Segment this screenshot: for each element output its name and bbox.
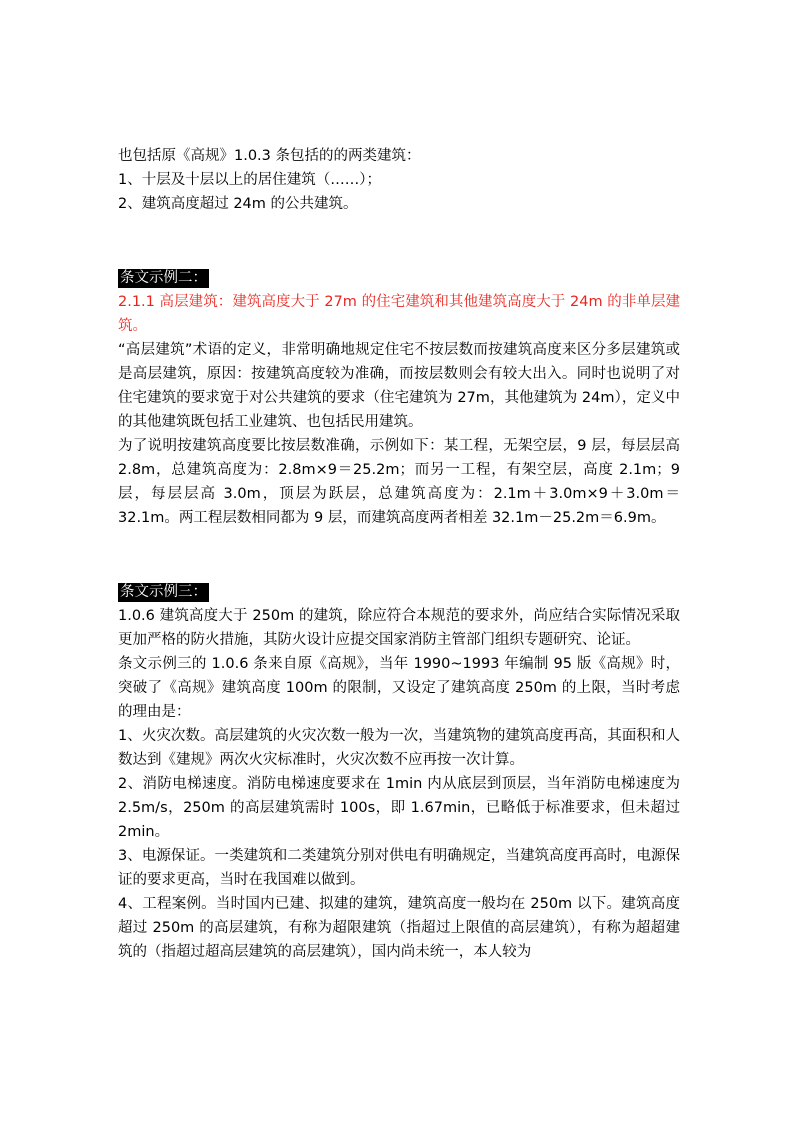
example3-list-item: 4、工程案例。当时国内已建、拟建的建筑，建筑高度一般均在 250m 以下。建筑高度超过 250m 的高层建筑，有称为超限建筑（指超过上限值的高层建筑），有称为超超建筑的（指超过超高层建筑的高层建筑），国内尚未统一，本人较为: [118, 896, 680, 960]
example2-label: 条文示例二：: [120, 270, 207, 286]
example3-label: 条文示例三：: [120, 584, 207, 600]
example2-section: [118, 266, 680, 290]
example3-clause: 1.0.6 建筑高度大于 250m 的建筑，除应符合本规范的要求外，尚应结合实际情况采取更加严格的防火措施，其防火设计应提交国家消防主管部门组织专题研究、论证。: [118, 608, 680, 648]
example3-paragraph: 条文示例三的 1.0.6 条来自原《高规》，当年 1990~1993 年编制 95 版《高规》时，突破了《高规》建筑高度 100m 的限制，又设定了建筑高度 250m 的上限，当时考虑的理由是：: [118, 656, 680, 720]
section-spacer: [118, 216, 680, 266]
example2-clause: 2.1.1 高层建筑：建筑高度大于 27m 的住宅建筑和其他建筑高度大于 24m 的非单层建筑。: [118, 294, 680, 334]
example3-list-item: 1、火灾次数。高层建筑的火灾次数一般为一次，当建筑物的建筑高度再高，其面积和人数达到《建规》两次火灾标准时，火灾次数不应再按一次计算。: [118, 728, 680, 768]
example2-paragraph: “高层建筑”术语的定义，非常明确地规定住宅不按层数而按建筑高度来区分多层建筑或是高层建筑，原因：按建筑高度较为准确，而按层数则会有较大出入。同时也说明了对住宅建筑的要求宽于对公共建筑的要求（住宅建筑为 27m，其他建筑为 24m），定义中的其他建筑既包括工业建筑、也包括民用建筑。: [118, 342, 680, 430]
section-spacer: [118, 530, 680, 580]
document-page: [118, 144, 680, 964]
intro-line: 也包括原《高规》1.0.3 条包括的的两类建筑：: [118, 148, 421, 164]
example3-list-item: 2、消防电梯速度。消防电梯速度要求在 1min 内从底层到顶层，当年消防电梯速度为 2.5m/s，250m 的高层建筑需时 100s，即 1.67min，已略低于标准要求，但未超过 2min。: [118, 776, 680, 840]
example2-paragraph: 为了说明按建筑高度要比按层数准确，示例如下：某工程，无架空层，9 层，每层层高 2.8m，总建筑高度为：2.8m×9＝25.2m；而另一工程，有架空层，高度 2.1m；9 层，每层层高 3.0m，顶层为跃层，总建筑高度为：2.1m＋3.0m×9＋3.0m＝32.1m。两工程层数相同都为 9 层，而建筑高度两者相差 32.1m－25.2m＝6.9m。: [118, 438, 680, 526]
example3-list-item: 3、电源保证。一类建筑和二类建筑分别对供电有明确规定，当建筑高度再高时，电源保证的要求更高，当时在我国难以做到。: [118, 848, 680, 888]
example3-section: [118, 580, 680, 604]
intro-line: 2、建筑高度超过 24m 的公共建筑。: [118, 196, 358, 212]
intro-line: 1、十层及十层以上的居住建筑（……）；: [118, 172, 381, 188]
